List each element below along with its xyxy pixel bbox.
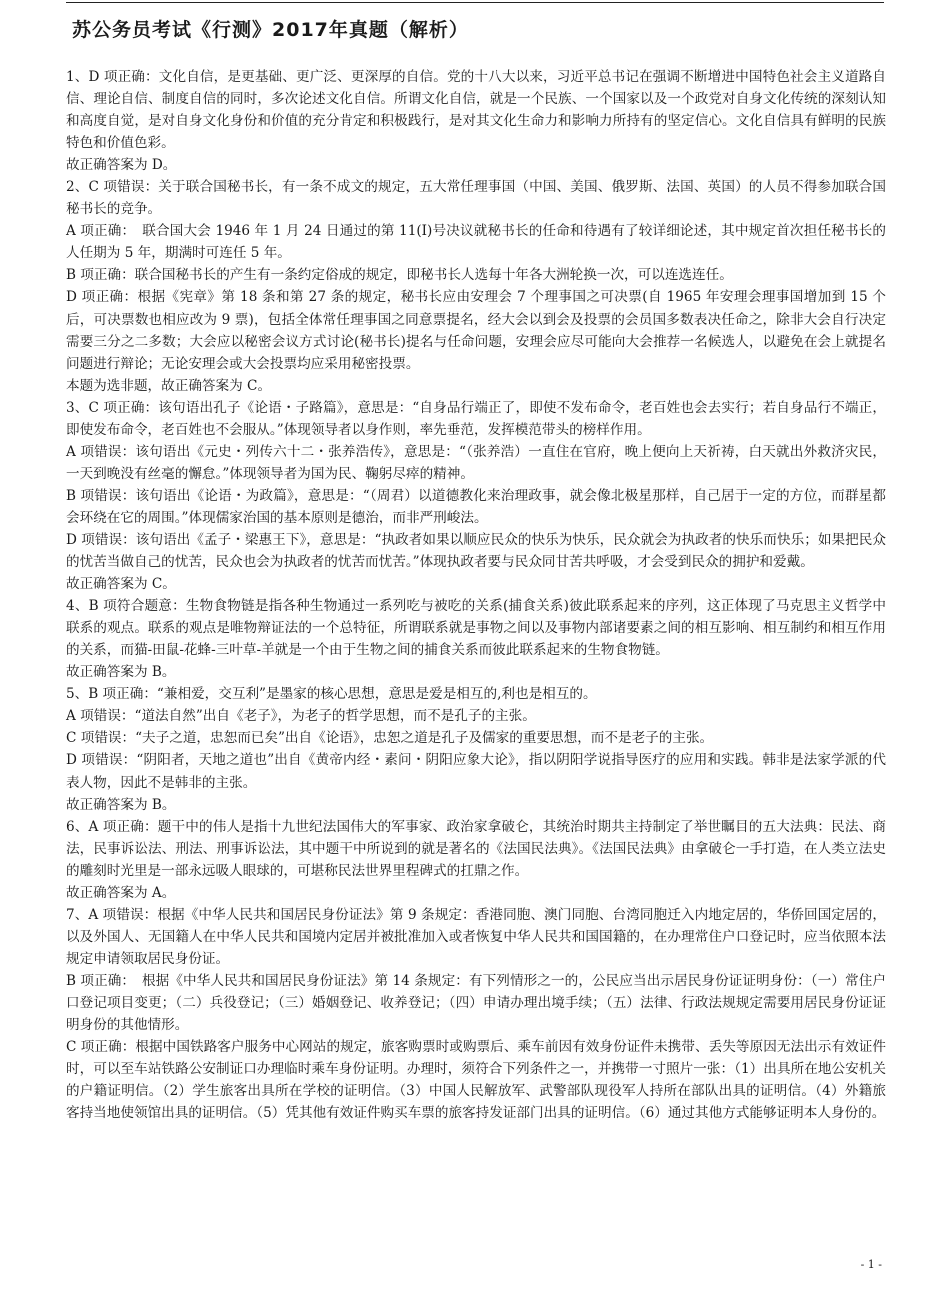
answer-paragraph: 本题为选非题，故正确答案为 C。 [66, 377, 272, 394]
answer-paragraph: A 项正确： 联合国大会 1946 年 1 月 24 日通过的第 11(I)号决议就秘书长的任命和待遇有了较详细论述，其中规定首次担任秘书长的人任期为 5 年，期满时可连任 5 年。 [66, 223, 886, 262]
answer-paragraph: B 项错误：该句语出《论语・为政篇》，意思是：“（周君）以道德教化来治理政事，就会像北极星那样，自己居于一定的方位，而群星都会环绕在它的周围。”体现儒家治国的基本原则是德治，而非严刑峻法。 [66, 487, 886, 526]
answer-paragraph: B 项正确：联合国秘书长的产生有一条约定俗成的规定，即秘书长人选每十年各大洲轮换一次，可以连选连任。 [66, 267, 733, 284]
answer-paragraph: D 项正确：根据《宪章》第 18 条和第 27 条的规定，秘书长应由安理会 7 个理事国之可决票(自 1965 年安理会理事国增加到 15 个后，可决票数也相应改为 9 票)，包括全体常任理事国之同意票提名，经大会以到会及投票的会员国多数表决任命之，除非大会自行决定需要三分之二多数；大会应以秘密会议方式讨论(秘书长)提名与任命问题，安理会应尽可能向大会推荐一名候选人，以避免在会上就提名问题进行辩论；无论安理会或大会投票均应采用秘密投票。 [66, 289, 886, 372]
answer-analysis-body [66, 66, 886, 1124]
answer-paragraph: 故正确答案为 B。 [66, 664, 176, 681]
answer-paragraph: C 项正确：根据中国铁路客户服务中心网站的规定，旅客购票时或购票后、乘车前因有效身份证件未携带、丢失等原因无法出示有效证件时，可以至车站铁路公安制证口办理临时乘车身份证明。办理时，须符合下列条件之一，并携带一寸照片一张：（1）出具所在地公安机关的户籍证明信。（2）学生旅客出具所在学校的证明信。（3）中国人民解放军、武警部队现役军人持所在部队出具的证明信。（4）外籍旅客持当地使领馆出具的证明信。（5）凭其他有效证件购买车票的旅客持发证部门出具的证明信。（6）通过其他方式能够证明本人身份的。 [66, 1039, 886, 1122]
answer-paragraph: D 项错误：“阴阳者，天地之道也”出自《黄帝内经・素问・阴阳应象大论》，指以阴阳学说指导医疗的应用和实践。韩非是法家学派的代表人物，因此不是韩非的主张。 [66, 752, 886, 791]
page-number: - 1 - [860, 1258, 882, 1271]
answer-paragraph: B 项正确： 根据《中华人民共和国居民身份证法》第 14 条规定：有下列情形之一的，公民应当出示居民身份证证明身份：（一）常住户口登记项目变更；（二）兵役登记；（三）婚姻登记、收养登记；（四）申请办理出境手续；（五）法律、行政法规规定需要用居民身份证证明身份的其他情形。 [66, 972, 886, 1034]
answer-paragraph: 故正确答案为 B。 [66, 796, 176, 813]
answer-paragraph: 6、A 项正确：题干中的伟人是指十九世纪法国伟大的军事家、政治家拿破仑，其统治时期共主持制定了举世瞩目的五大法典：民法、商法，民事诉讼法、刑法、刑事诉讼法，其中题干中所说到的就是著名的《法国民法典》。《法国民法典》由拿破仑一手打造，在人类立法史的雕刻时光里是一部永远吸人眼球的，可堪称民法世界里程碑式的扛鼎之作。 [66, 818, 886, 879]
answer-paragraph: 4、B 项符合题意：生物食物链是指各种生物通过一系列吃与被吃的关系(捕食关系)彼此联系起来的序列，这正体现了马克思主义哲学中联系的观点。联系的观点是唯物辩证法的一个总特征，所谓联系就是事物之间以及事物内部诸要素之间的相互影响、相互制约和相互作用的关系，而猫-田鼠-花蜂-三叶草-羊就是一个由于生物之间的捕食关系而彼此联系起来的生物食物链。 [66, 598, 886, 659]
answer-paragraph: 1、D 项正确：文化自信，是更基础、更广泛、更深厚的自信。党的十八大以来，习近平总书记在强调不断增进中国特色社会主义道路自信、理论自信、制度自信的同时，多次论述文化自信。所谓文化自信，就是一个民族、一个国家以及一个政党对自身文化传统的深刻认知和高度自觉，是对自身文化身份和价值的充分肯定和积极践行，是对其文化生命力和影响力所持有的坚定信心。文化自信具有鲜明的民族特色和价值色彩。 [66, 69, 886, 152]
answer-paragraph: 5、B 项正确：“兼相爱，交互利”是墨家的核心思想，意思是爱是相互的,利也是相互的。 [66, 686, 597, 703]
answer-paragraph: A 项错误：“道法自然”出自《老子》，为老子的哲学思想，而不是孔子的主张。 [66, 708, 536, 725]
top-rule [66, 2, 884, 3]
answer-paragraph: 7、A 项错误：根据《中华人民共和国居民身份证法》第 9 条规定：香港同胞、澳门同胞、台湾同胞迁入内地定居的，华侨回国定居的，以及外国人、无国籍人在中华人民共和国境内定居并被批准加入或者恢复中华人民共和国国籍的，在办理常住户口登记时，应当依照本法规定申请领取居民身份证。 [66, 906, 886, 967]
answer-paragraph: 2、C 项错误：关于联合国秘书长，有一条不成文的规定，五大常任理事国（中国、美国、俄罗斯、法国、英国）的人员不得参加联合国秘书长的竞争。 [66, 179, 886, 218]
answer-paragraph: A 项错误：该句语出《元史・列传六十二・张养浩传》，意思是：“（张养浩）一直住在官府，晚上便向上天祈祷，白天就出外救济灾民，一天到晚没有丝毫的懈怠。”体现领导者为国为民、鞠躬尽瘁的精神。 [66, 443, 886, 482]
answer-paragraph: 故正确答案为 D。 [66, 157, 177, 174]
page-header-title: 苏公务员考试《行测》2017年真题（解析） [72, 19, 469, 41]
answer-paragraph: C 项错误：“夫子之道，忠恕而已矣”出自《论语》，忠恕之道是孔子及儒家的重要思想，而不是老子的主张。 [66, 730, 714, 747]
answer-paragraph: 故正确答案为 A。 [66, 884, 176, 901]
answer-paragraph: 3、C 项正确：该句语出孔子《论语・子路篇》，意思是：“自身品行端正了，即使不发布命令，老百姓也会去实行；若自身品行不端正，即使发布命令，老百姓也不会服从。”体现领导者以身作则，率先垂范，发挥模范带头的榜样作用。 [66, 399, 886, 438]
answer-paragraph: D 项错误：该句语出《孟子・梁惠王下》，意思是：“执政者如果以顺应民众的快乐为快乐，民众就会为执政者的快乐而快乐；如果把民众的忧苦当做自己的忧苦，民众也会为执政者的忧苦而忧苦。”体现执政者要与民众同甘苦共呼吸，才会受到民众的拥护和爱戴。 [66, 531, 886, 571]
answer-paragraph: 故正确答案为 C。 [66, 576, 176, 593]
